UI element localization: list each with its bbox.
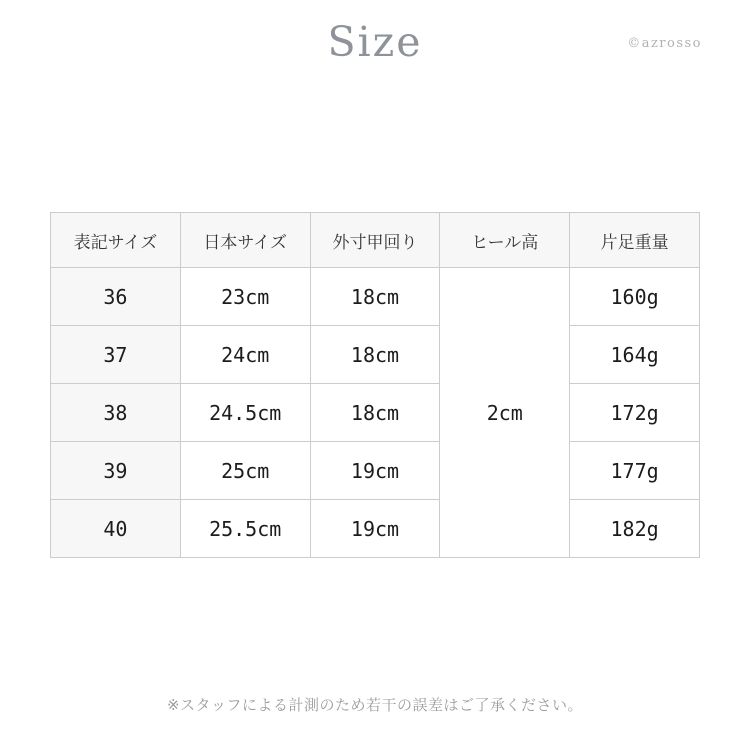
cell-weight: 172g: [570, 384, 700, 442]
cell-weight: 182g: [570, 500, 700, 558]
table-row: [51, 442, 700, 500]
header-japan-size: 日本サイズ: [180, 213, 310, 268]
size-chart-table: [50, 212, 700, 558]
cell-size: 38: [51, 384, 181, 442]
cell-heel-height-merged: 2cm: [440, 268, 570, 558]
table-row: [51, 268, 700, 326]
header-heel-height: ヒール高: [440, 213, 570, 268]
header-row: [51, 213, 700, 268]
cell-jp-size: 25.5cm: [180, 500, 310, 558]
cell-girth: 18cm: [310, 326, 440, 384]
cell-girth: 19cm: [310, 442, 440, 500]
cell-jp-size: 25cm: [180, 442, 310, 500]
brand-credit: ©azrosso: [627, 36, 702, 51]
header-outer-girth: 外寸甲回り: [310, 213, 440, 268]
cell-jp-size: 24.5cm: [180, 384, 310, 442]
table-row: [51, 384, 700, 442]
cell-size: 40: [51, 500, 181, 558]
cell-size: 39: [51, 442, 181, 500]
measurement-disclaimer: ※スタッフによる計測のため若干の誤差はご了承ください。: [166, 697, 584, 714]
cell-weight: 160g: [570, 268, 700, 326]
cell-size: 36: [51, 268, 181, 326]
cell-jp-size: 23cm: [180, 268, 310, 326]
table-row: [51, 326, 700, 384]
cell-jp-size: 24cm: [180, 326, 310, 384]
cell-weight: 164g: [570, 326, 700, 384]
cell-girth: 19cm: [310, 500, 440, 558]
cell-girth: 18cm: [310, 384, 440, 442]
header-foot-weight: 片足重量: [570, 213, 700, 268]
cell-girth: 18cm: [310, 268, 440, 326]
page-title: Size: [327, 18, 423, 66]
cell-size: 37: [51, 326, 181, 384]
cell-weight: 177g: [570, 442, 700, 500]
table-row: [51, 500, 700, 558]
header-notation-size: 表記サイズ: [51, 213, 181, 268]
